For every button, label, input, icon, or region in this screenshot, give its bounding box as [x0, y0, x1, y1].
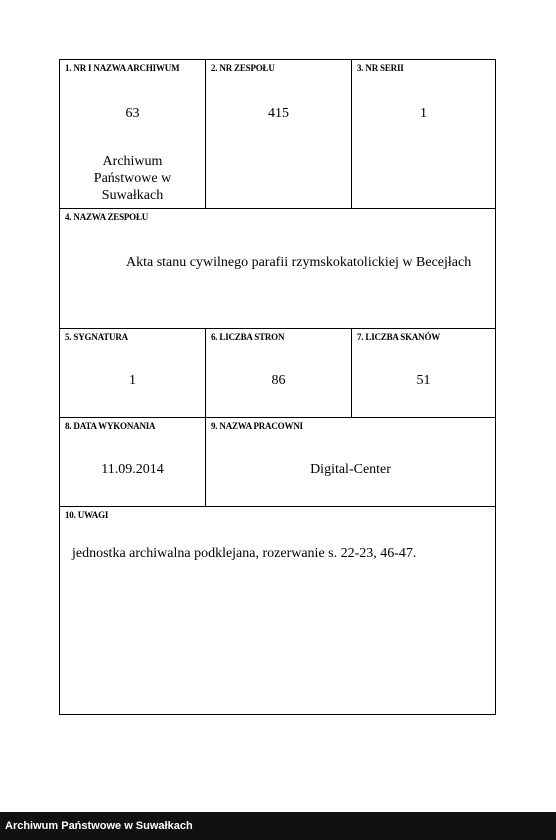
fond-name-label: 4. NAZWA ZESPOŁU [65, 212, 149, 222]
date-cell [60, 418, 205, 506]
date-label: 8. DATA WYKONANIA [65, 421, 156, 431]
archive-name-line-2: Państwowe w [93, 171, 172, 186]
signature-label: 5. SYGNATURA [65, 332, 128, 342]
archive-cell [60, 60, 205, 208]
pages-cell [205, 329, 351, 417]
studio-value: Digital-Center [310, 462, 391, 477]
fond-number-label: 2. NR ZESPOŁU [211, 63, 275, 73]
form-row-notes [59, 506, 496, 715]
scans-label: 7. LICZBA SKANÓW [357, 332, 441, 342]
studio-cell [205, 418, 495, 506]
scans-cell [351, 329, 495, 417]
archive-name-line-3: Suwałkach [101, 188, 164, 203]
fond-name-value: Akta stanu cywilnego parafii rzymskokatolickiej w Becejłach [126, 255, 472, 270]
scans-value: 51 [416, 373, 431, 388]
series-number-cell [351, 60, 495, 208]
metadata-form [59, 59, 496, 715]
signature-cell [60, 329, 205, 417]
form-row-fond-name [59, 208, 496, 329]
date-value: 11.09.2014 [101, 462, 164, 477]
fond-number-cell [205, 60, 351, 208]
signature-value: 1 [129, 373, 136, 388]
fond-name-cell [60, 209, 495, 328]
archive-number: 63 [125, 106, 140, 121]
footer-bar: Archiwum Państwowe w Suwałkach [0, 812, 556, 840]
fond-number-value: 415 [268, 106, 289, 121]
series-number-label: 3. NR SERII [357, 63, 404, 73]
form-row-archive [59, 59, 496, 209]
studio-label: 9. NAZWA PRACOWNI [211, 421, 303, 431]
form-row-production [59, 417, 496, 507]
archive-label: 1. NR I NAZWA ARCHIWUM [65, 63, 180, 73]
notes-cell [60, 507, 495, 714]
series-number-value: 1 [420, 106, 427, 121]
notes-label: 10. UWAGI [65, 510, 109, 520]
notes-value: jednostka archiwalna podklejana, rozerwanie s. 22-23, 46-47. [72, 546, 417, 561]
form-row-counts [59, 328, 496, 418]
pages-label: 6. LICZBA STRON [211, 332, 285, 342]
archive-name-line-1: Archiwum [102, 154, 163, 169]
pages-value: 86 [271, 373, 286, 388]
